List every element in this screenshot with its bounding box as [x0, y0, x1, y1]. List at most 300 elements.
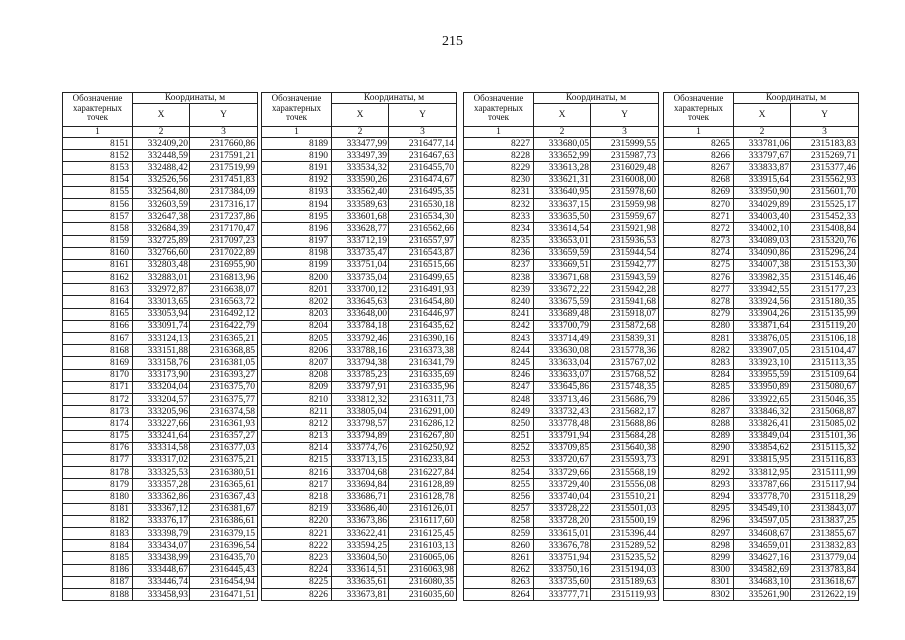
point-id: 8162: [63, 272, 133, 284]
x-coordinate: 333615,01: [534, 528, 591, 540]
x-coordinate: 333013,65: [133, 296, 190, 308]
point-id: 8244: [464, 345, 534, 357]
table-row: [262, 564, 457, 576]
column-number: 2: [734, 127, 791, 138]
y-coordinate: 2316063,98: [389, 564, 457, 576]
x-coordinate: 333653,01: [534, 235, 591, 247]
table-row: [664, 406, 859, 418]
y-coordinate: 2315684,28: [591, 430, 659, 442]
y-coordinate: 2315118,29: [791, 491, 859, 503]
point-id: 8254: [464, 467, 534, 479]
point-id: 8202: [262, 296, 332, 308]
point-id: 8214: [262, 442, 332, 454]
x-coordinate: 333622,41: [332, 528, 389, 540]
y-coordinate: 2316250,92: [389, 442, 457, 454]
x-coordinate: 334627,16: [734, 552, 791, 564]
table-row: [664, 333, 859, 345]
x-coordinate: 333815,95: [734, 454, 791, 466]
point-id: 8226: [262, 588, 332, 600]
x-coordinate: 333942,55: [734, 284, 791, 296]
table-row: [63, 479, 258, 491]
x-header: X: [133, 104, 190, 127]
table-row: [464, 211, 659, 223]
y-coordinate: 2315068,87: [791, 406, 859, 418]
table-row: [664, 259, 859, 271]
y-coordinate: 2316446,97: [389, 308, 457, 320]
y-coordinate: 2315235,52: [591, 552, 659, 564]
x-coordinate: 332883,01: [133, 272, 190, 284]
y-coordinate: 2315688,86: [591, 418, 659, 430]
y-coordinate: 2316491,93: [389, 284, 457, 296]
point-id: 8220: [262, 515, 332, 527]
coordinates-header: Координаты, м: [734, 93, 859, 104]
x-coordinate: 333729,40: [534, 479, 591, 491]
table-row: [262, 198, 457, 210]
point-id: 8258: [464, 515, 534, 527]
point-id: 8273: [664, 235, 734, 247]
y-coordinate: 2316492,12: [190, 308, 258, 320]
point-id: 8262: [464, 564, 534, 576]
point-id: 8277: [664, 284, 734, 296]
y-coordinate: 2315999,55: [591, 138, 659, 150]
y-coordinate: 2316368,85: [190, 345, 258, 357]
point-id: 8208: [262, 369, 332, 381]
y-coordinate: 2316543,87: [389, 247, 457, 259]
table-row: [63, 503, 258, 515]
y-coordinate: 2315510,21: [591, 491, 659, 503]
y-coordinate: 2315135,99: [791, 308, 859, 320]
y-coordinate: 2315194,03: [591, 564, 659, 576]
table-row: [464, 369, 659, 381]
point-id: 8190: [262, 150, 332, 162]
y-coordinate: 2315748,35: [591, 381, 659, 393]
x-coordinate: 333689,48: [534, 308, 591, 320]
point-id: 8280: [664, 320, 734, 332]
point-id: 8236: [464, 247, 534, 259]
y-coordinate: 2315942,77: [591, 259, 659, 271]
x-coordinate: 334608,67: [734, 528, 791, 540]
table-row: [464, 564, 659, 576]
y-coordinate: 2315115,32: [791, 442, 859, 454]
y-coordinate: 2317237,86: [190, 211, 258, 223]
table-row: [664, 479, 859, 491]
x-coordinate: 333053,94: [133, 308, 190, 320]
point-id: 8198: [262, 247, 332, 259]
point-id: 8229: [464, 162, 534, 174]
point-id: 8264: [464, 588, 534, 600]
point-id: 8243: [464, 333, 534, 345]
table-row: [464, 479, 659, 491]
x-coordinate: 332448,59: [133, 150, 190, 162]
y-coordinate: 2316311,73: [389, 393, 457, 405]
y-coordinate: 2316335,96: [389, 381, 457, 393]
point-id: 8159: [63, 235, 133, 247]
table-row: [262, 528, 457, 540]
point-id: 8193: [262, 186, 332, 198]
x-coordinate: 334582,69: [734, 564, 791, 576]
x-coordinate: 333241,64: [133, 430, 190, 442]
x-coordinate: 333673,81: [332, 588, 389, 600]
point-id: 8278: [664, 296, 734, 308]
point-id: 8171: [63, 381, 133, 393]
table-row: [664, 272, 859, 284]
y-coordinate: 2316381,67: [190, 503, 258, 515]
x-coordinate: 333791,94: [534, 430, 591, 442]
point-id: 8205: [262, 333, 332, 345]
point-id: 8239: [464, 284, 534, 296]
y-coordinate: 2316534,30: [389, 211, 457, 223]
y-coordinate: 2316365,21: [190, 333, 258, 345]
x-coordinate: 333777,71: [534, 588, 591, 600]
table-row: [464, 430, 659, 442]
table-row: [664, 284, 859, 296]
table-row: [262, 479, 457, 491]
table-row: [262, 247, 457, 259]
x-coordinate: 333704,68: [332, 467, 389, 479]
coordinate-table: [261, 92, 457, 601]
x-coordinate: 334089,03: [734, 235, 791, 247]
point-id: 8217: [262, 479, 332, 491]
y-coordinate: 2316125,45: [389, 528, 457, 540]
point-id: 8180: [63, 491, 133, 503]
table-row: [464, 198, 659, 210]
point-id: 8174: [63, 418, 133, 430]
y-coordinate: 2315500,19: [591, 515, 659, 527]
y-coordinate: 2313783,84: [791, 564, 859, 576]
table-row: [464, 223, 659, 235]
x-coordinate: 333645,63: [332, 296, 389, 308]
x-coordinate: 333614,54: [534, 223, 591, 235]
x-coordinate: 333876,05: [734, 333, 791, 345]
x-coordinate: 333849,04: [734, 430, 791, 442]
point-id: 8213: [262, 430, 332, 442]
point-id: 8269: [664, 186, 734, 198]
x-coordinate: 333785,23: [332, 369, 389, 381]
y-coordinate: 2313779,04: [791, 552, 859, 564]
table-row: [63, 284, 258, 296]
x-coordinate: 333846,32: [734, 406, 791, 418]
table-row: [464, 588, 659, 600]
x-coordinate: 333590,26: [332, 174, 389, 186]
point-id: 8189: [262, 138, 332, 150]
y-coordinate: 2316495,35: [389, 186, 457, 198]
x-coordinate: 333317,02: [133, 454, 190, 466]
point-id: 8263: [464, 576, 534, 588]
x-coordinate: 333672,22: [534, 284, 591, 296]
y-coordinate: 2315501,03: [591, 503, 659, 515]
point-id: 8249: [464, 406, 534, 418]
y-coordinate: 2315944,54: [591, 247, 659, 259]
y-coordinate: 2313618,67: [791, 576, 859, 588]
x-coordinate: 333778,48: [534, 418, 591, 430]
table-row: [464, 345, 659, 357]
y-coordinate: 2315117,94: [791, 479, 859, 491]
x-coordinate: 335261,90: [734, 588, 791, 600]
y-coordinate: 2316367,43: [190, 491, 258, 503]
x-coordinate: 333477,99: [332, 138, 389, 150]
table-row: [262, 223, 457, 235]
point-id: 8187: [63, 576, 133, 588]
point-id: 8153: [63, 162, 133, 174]
table-row: [262, 138, 457, 150]
table-row: [464, 235, 659, 247]
table-row: [664, 540, 859, 552]
point-id: 8286: [664, 393, 734, 405]
y-coordinate: 2316375,77: [190, 393, 258, 405]
y-coordinate: 2315686,79: [591, 393, 659, 405]
y-coordinate: 2315119,93: [591, 588, 659, 600]
y-coordinate: 2316390,16: [389, 333, 457, 345]
table-row: [464, 552, 659, 564]
point-id: 8215: [262, 454, 332, 466]
table-row: [63, 198, 258, 210]
y-coordinate: 2316422,79: [190, 320, 258, 332]
point-id: 8233: [464, 211, 534, 223]
y-coordinate: 2316080,35: [389, 576, 457, 588]
x-coordinate: 333788,16: [332, 345, 389, 357]
x-coordinate: 333778,70: [734, 491, 791, 503]
table-row: [664, 442, 859, 454]
table-row: [664, 296, 859, 308]
y-coordinate: 2317022,89: [190, 247, 258, 259]
y-coordinate: 2316377,03: [190, 442, 258, 454]
table-row: [63, 138, 258, 150]
x-coordinate: 333922,65: [734, 393, 791, 405]
x-coordinate: 332725,89: [133, 235, 190, 247]
x-coordinate: 332972,87: [133, 284, 190, 296]
table-row: [664, 564, 859, 576]
table-row: [262, 442, 457, 454]
point-id: 8231: [464, 186, 534, 198]
x-coordinate: 334659,01: [734, 540, 791, 552]
y-coordinate: 2315146,46: [791, 272, 859, 284]
table-row: [262, 491, 457, 503]
y-coordinate: 2315682,17: [591, 406, 659, 418]
point-id: 8199: [262, 259, 332, 271]
y-coordinate: 2315943,59: [591, 272, 659, 284]
x-coordinate: 333446,74: [133, 576, 190, 588]
point-id: 8210: [262, 393, 332, 405]
column-number: 1: [664, 127, 734, 138]
x-coordinate: 333729,66: [534, 467, 591, 479]
table-row: [262, 381, 457, 393]
point-id: 8261: [464, 552, 534, 564]
point-id: 8293: [664, 479, 734, 491]
point-id: 8224: [262, 564, 332, 576]
table-row: [63, 552, 258, 564]
x-coordinate: 333812,95: [734, 467, 791, 479]
y-coordinate: 2316499,65: [389, 272, 457, 284]
point-id: 8247: [464, 381, 534, 393]
table-row: [464, 259, 659, 271]
y-coordinate: 2315987,73: [591, 150, 659, 162]
y-coordinate: 2316557,97: [389, 235, 457, 247]
point-id: 8201: [262, 284, 332, 296]
y-coordinate: 2317519,99: [190, 162, 258, 174]
table-row: [262, 406, 457, 418]
y-coordinate: 2315183,83: [791, 138, 859, 150]
y-coordinate: 2312622,19: [791, 588, 859, 600]
x-coordinate: 333173,90: [133, 369, 190, 381]
x-coordinate: 333735,04: [332, 272, 389, 284]
y-coordinate: 2315918,07: [591, 308, 659, 320]
y-coordinate: 2316955,90: [190, 259, 258, 271]
column-number: 2: [332, 127, 389, 138]
y-coordinate: 2316454,80: [389, 296, 457, 308]
x-coordinate: 333694,84: [332, 479, 389, 491]
x-coordinate: 333621,31: [534, 174, 591, 186]
x-coordinate: 333781,06: [734, 138, 791, 150]
point-id: 8178: [63, 467, 133, 479]
table-row: [63, 247, 258, 259]
x-coordinate: 333700,79: [534, 320, 591, 332]
column-number: 3: [389, 127, 457, 138]
point-id: 8289: [664, 430, 734, 442]
x-coordinate: 333751,94: [534, 552, 591, 564]
table-row: [262, 454, 457, 466]
column-number: 3: [591, 127, 659, 138]
table-row: [664, 357, 859, 369]
table-row: [262, 552, 457, 564]
x-coordinate: 333633,04: [534, 357, 591, 369]
table-row: [63, 235, 258, 247]
x-coordinate: 333797,91: [332, 381, 389, 393]
table-row: [464, 540, 659, 552]
table-row: [63, 430, 258, 442]
table-row: [664, 150, 859, 162]
table-row: [63, 369, 258, 381]
y-coordinate: 2313832,83: [791, 540, 859, 552]
y-coordinate: 2316638,07: [190, 284, 258, 296]
y-coordinate: 2316361,93: [190, 418, 258, 430]
point-id: 8173: [63, 406, 133, 418]
point-id: 8298: [664, 540, 734, 552]
x-coordinate: 332684,39: [133, 223, 190, 235]
table-row: [262, 357, 457, 369]
x-coordinate: 333720,67: [534, 454, 591, 466]
x-coordinate: 333562,40: [332, 186, 389, 198]
x-coordinate: 334002,10: [734, 223, 791, 235]
x-coordinate: 333713,15: [332, 454, 389, 466]
point-id: 8245: [464, 357, 534, 369]
point-id: 8255: [464, 479, 534, 491]
point-id: 8251: [464, 430, 534, 442]
table-row: [664, 345, 859, 357]
y-coordinate: 2316029,48: [591, 162, 659, 174]
point-id: 8274: [664, 247, 734, 259]
y-coordinate: 2316227,84: [389, 467, 457, 479]
x-coordinate: 333594,25: [332, 540, 389, 552]
y-coordinate: 2316477,14: [389, 138, 457, 150]
y-coordinate: 2316267,80: [389, 430, 457, 442]
y-coordinate: 2316393,27: [190, 369, 258, 381]
table-row: [63, 320, 258, 332]
table-row: [464, 381, 659, 393]
point-id: 8246: [464, 369, 534, 381]
table-row: [63, 150, 258, 162]
x-coordinate: 333732,43: [534, 406, 591, 418]
column-number: 1: [262, 127, 332, 138]
table-row: [262, 186, 457, 198]
x-coordinate: 334549,10: [734, 503, 791, 515]
x-coordinate: 333955,59: [734, 369, 791, 381]
point-id: 8295: [664, 503, 734, 515]
point-id: 8192: [262, 174, 332, 186]
point-id: 8265: [664, 138, 734, 150]
table-row: [63, 454, 258, 466]
x-coordinate: 334029,89: [734, 198, 791, 210]
table-row: [664, 528, 859, 540]
y-coordinate: 2316341,79: [389, 357, 457, 369]
point-id: 8203: [262, 308, 332, 320]
y-coordinate: 2315568,19: [591, 467, 659, 479]
table-row: [262, 162, 457, 174]
x-coordinate: 333750,16: [534, 564, 591, 576]
point-id: 8266: [664, 150, 734, 162]
x-coordinate: 333686,40: [332, 503, 389, 515]
table-row: [464, 174, 659, 186]
x-coordinate: 333798,57: [332, 418, 389, 430]
point-id: 8288: [664, 418, 734, 430]
x-coordinate: 333700,12: [332, 284, 389, 296]
point-id: 8235: [464, 235, 534, 247]
point-id: 8271: [664, 211, 734, 223]
y-coordinate: 2315104,47: [791, 345, 859, 357]
y-coordinate: 2315296,24: [791, 247, 859, 259]
table-row: [262, 540, 457, 552]
y-coordinate: 2317097,23: [190, 235, 258, 247]
point-id: 8157: [63, 211, 133, 223]
y-coordinate: 2315180,35: [791, 296, 859, 308]
table-row: [664, 186, 859, 198]
x-coordinate: 333826,41: [734, 418, 791, 430]
table-row: [464, 528, 659, 540]
point-id: 8256: [464, 491, 534, 503]
point-id: 8207: [262, 357, 332, 369]
y-coordinate: 2316375,70: [190, 381, 258, 393]
x-coordinate: 333204,04: [133, 381, 190, 393]
table-row: [63, 211, 258, 223]
point-id: 8225: [262, 576, 332, 588]
x-coordinate: 334003,40: [734, 211, 791, 223]
y-coordinate: 2315106,18: [791, 333, 859, 345]
point-id: 8222: [262, 540, 332, 552]
y-coordinate: 2316126,01: [389, 503, 457, 515]
page-number: 215: [442, 34, 463, 49]
point-id: 8267: [664, 162, 734, 174]
table-row: [464, 150, 659, 162]
y-coordinate: 2315119,20: [791, 320, 859, 332]
x-coordinate: 333635,50: [534, 211, 591, 223]
point-id: 8276: [664, 272, 734, 284]
x-coordinate: 333434,07: [133, 540, 190, 552]
table-row: [464, 284, 659, 296]
x-coordinate: 333628,77: [332, 223, 389, 235]
point-id: 8242: [464, 320, 534, 332]
table-row: [464, 418, 659, 430]
table-row: [63, 491, 258, 503]
x-coordinate: 333915,64: [734, 174, 791, 186]
x-coordinate: 333740,04: [534, 491, 591, 503]
x-coordinate: 333398,79: [133, 528, 190, 540]
point-id: 8212: [262, 418, 332, 430]
y-coordinate: 2316103,13: [389, 540, 457, 552]
table-row: [63, 162, 258, 174]
point-id: 8182: [63, 515, 133, 527]
table-row: [664, 381, 859, 393]
x-coordinate: 333648,00: [332, 308, 389, 320]
column-number: 1: [464, 127, 534, 138]
